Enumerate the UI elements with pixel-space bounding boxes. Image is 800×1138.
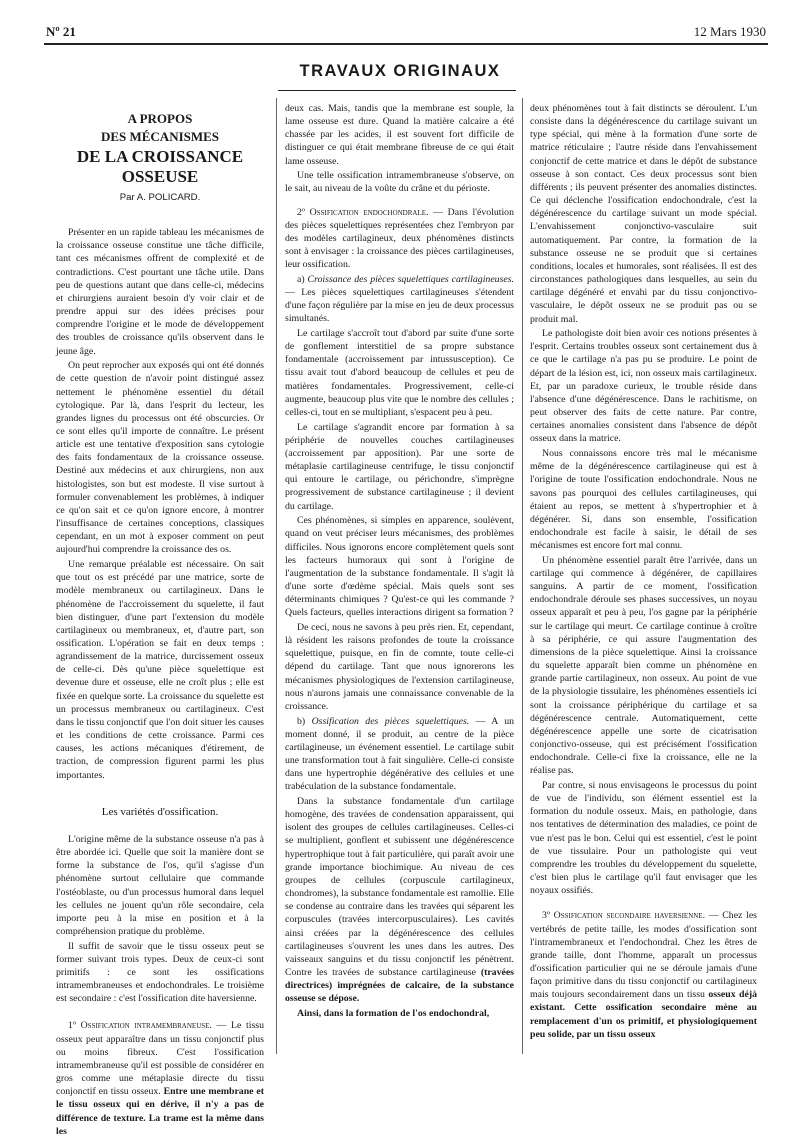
paragraph	[56, 1019, 264, 1137]
column-divider	[522, 98, 523, 1054]
paragraph-text: — Chez les vertébrés de petite taille, les modes d'ossification sont l'intramembraneux et l'endochondral. Chez les êtres de grande taille, dont l'homme, apparaît un processus d'ossification particulier qui ne se déroule jamais d'une façon primitive dans du tissu conjonctif ou cartilagineux mais toujours secondairement dans un tissu	[530, 910, 757, 1001]
paragraph: deux phénomènes tout à fait distincts se déroulent. L'un consiste dans la dégénérescence du cartilage suivant un type spécial, qui mène à la formation d'une sorte de matrice réticulaire ; l'autre réside dans l'envahissement conjonctif de cette matrice et dans le dépôt de substance osseuse à son contact. Ces deux processus sont bien différents ; ils peuvent présenter des anomalies distinctes. Ce qui déclenche l'ossification endochondrale, c'est la dégénérescence du cartilage suivant un mode spécial. L'envahissement conjonctivo-vasculaire suit automatiquement. Par contre, la formation de la substance osseuse ne se produit que si certaines conditions, locales et humorales, sont réalisées. Il est des circonstances pathologiques dans lesquelles, au sein du cartilage dégénéré et envahi par du tissu conjonctivo-vasculaire, le dépôt osseux ne se produit pas ou se produit mal.	[530, 103, 757, 325]
column-3	[530, 102, 757, 1041]
article-title-line-2: DES MÉCANISMES	[100, 129, 220, 144]
paragraph	[285, 273, 514, 326]
header-rule	[44, 43, 768, 45]
paragraph-lead: b)	[297, 715, 312, 727]
paragraph: Il suffit de savoir que le tissu osseux peut se former suivant trois types. Deux de ceux-ci sont primitifs : ce sont les ossifications intramembraneuses et endochondrales. Le troisième est secondaire : c'est l'ossification dite haversienne.	[56, 940, 264, 1005]
paragraph-text: Dans la substance fondamentale d'un cartilage homogène, des travées de condensation apparaissent, qui isolent des groupes de cellules cartilagineuses. Celles-ci se multiplient, gonflent et subissent une dégénérescence hypertrophique tout à fait particulière, qui paraît avoir une grande importance biochimique. Au niveau de ces groupes de cellules (corpuscule cartilagineux, chondromes), la substance fondamentale est ramollie. Elle se condense au contraire dans les travées qui séparent les corpuscules (travées intercorpusculaires). Les cavités ainsi créées par la dégénérescence des cellules cartilagineuses s'ouvrent les unes dans les autres. Des vaisseaux sanguins et du tissu conjonctif les pénètrent. Contre les travées de substance cartilagineuse	[285, 795, 514, 978]
paragraph: Présenter en un rapide tableau les mécanismes de la croissance osseuse constitue une tâche difficile, tant ces mécanismes offrent de complexité et de contradictions. C'est pourtant une tâche utile. Dans peu de questions autant que dans celle-ci, médecins et chirurgiens auraient besoin d'y voir clair et de prendre appui sur des idées précises pour comprendre l'origine et le mode de développement des troubles de croissance qu'ils observent dans le jeune âge.	[56, 227, 264, 357]
paragraph: Ainsi, dans la formation de l'os endochondral,	[297, 1007, 490, 1019]
paragraph: Une remarque préalable est nécessaire. On sait que tout os est précédé par une matrice, sorte de modèle membraneux ou cartilagineux. Dans le phénomène de l'accroissement du squelette, il faut bien distinguer, d'une part l'extension du modèle cartilagineux ou membraneux, et, d'autre part, son ossification. L'opération se fait en deux temps : agrandissement de la matrice, durcissement osseux de celle-ci. Dès qu'une pièce squelettique est devenue dure et osseuse, elle ne croît plus ; elle est fixée en quelque sorte. La croissance du squelette est un processus membraneux ou cartilagineux. C'est dans le tissu conjonctif que l'on doit situer les causes et les conditions de cette croissance. Parmi ces causes, les actions mécaniques d'étirement, de traction, de compression figurent parmi les plus importantes.	[56, 559, 264, 781]
paragraph: Le pathologiste doit bien avoir ces notions présentes à l'esprit. Certains troubles osseux sont certainement dus à ce que le cartilage n'a pas pu se produire. Le point de départ de la lésion est, ici, non osseux mais cartilagineux. Et, par un paradoxe curieux, le trouble réside dans l'absence d'une dégénérescence. Dans le rachitisme, on peut observer des faits de cette nature. Par contre, certaines anomalies consistent dans l'absence de dépôt osseux dans la matrice.	[530, 328, 757, 445]
paragraph: Le cartilage s'agrandit encore par formation à sa périphérie de nouvelles couches cartilagineuses (accroissement par apposition). Par une sorte de métaplasie cartilagineuse centrifuge, le tissu conjonctif qui entoure le cartilage, ou périchondre, s'imprègne progressivement de substance cartilagineuse ; il devient du cartilage.	[285, 421, 514, 512]
paragraph-text: — Les pièces squelettiques cartilagineuses s'étendent d'une façon régulière par la mise en jeu de deux processus simultanés.	[285, 287, 514, 325]
article-title-line-3: DE LA CROISSANCE OSSEUSE	[76, 147, 244, 186]
paragraph-lead: 2º Ossification endochondrale.	[297, 206, 429, 218]
paragraph-text: — A un moment donné, il se produit, au centre de la pièce cartilagineuse, un événement essentiel. Le cartilage subit une transformation tout à fait singulière. Celle-ci consiste dans une hypertrophie dégénérative des cellules et une trabéculation de la substance fondamentale.	[285, 715, 514, 793]
paragraph: Une telle ossification intramembraneuse s'observe, on le sait, au niveau de la voûte du crâne et du périoste.	[285, 170, 514, 195]
paragraph	[285, 715, 514, 794]
column-2	[285, 102, 514, 1020]
paragraph: Le cartilage s'accroît tout d'abord par suite d'une sorte de gonflement interstitiel de sa propre substance fondamentale (accroissement par intussusception). Ce tissu avait tout d'abord beaucoup de cellules et peu de matières fondamentales. Progressivement, celle-ci augmente, beaucoup plus vite que le nombre des cellules ; celles-ci, tout en se multipliant, s'espacent peu à peu.	[285, 328, 514, 418]
column-divider	[276, 98, 277, 1054]
subheading: Les variétés d'ossification.	[101, 805, 219, 818]
paragraph-bold-text: Entre une membrane et le tissu osseux qui en dérive, il n'y a pas de différence de texture. La trame est la même dans les	[56, 1086, 264, 1137]
paragraph: Par contre, si nous envisageons le processus du point de vue de l'individu, son élément essentiel est la formation du nodule osseux. Mais, en pathologie, dans nos tentatives de détermination des maladies, ce point de vue n'est pas le bon. Celui qui est essentiel, c'est le point de vue tissulaire. Pour un pathologiste qui veut comprendre les troubles du développement du squelette, c'est bien plus le cartilage qu'il faut envisager que les noyaux ossifiés.	[530, 779, 757, 897]
paragraph-lead: 1º Ossification intramembraneuse.	[68, 1020, 212, 1032]
paragraph-italic-text: Croissance des pièces squelettiques cartilagineuses.	[307, 273, 514, 285]
paragraph: Ces phénomènes, si simples en apparence, soulèvent, quand on veut préciser leurs mécanismes, des problèmes difficiles. Nous ignorons encore complètement quels sont les facteurs humoraux qui sont à l'origine de l'augmentation de la substance fondamentale. Il s'agit là d'une sorte d'œdème spécial. Mais quels sont ses déterminants chimiques ? Qu'est-ce qui les commande ? Quels facteurs, quelles interactions dirigent sa formation ?	[285, 515, 514, 619]
article-title-line-1: A PROPOS	[127, 111, 193, 126]
paragraph: deux cas. Mais, tandis que la membrane est souple, la lame osseuse est dure. Quand la matière calcaire a été chassée par les acides, il est souvent fort difficile de distinguer ce qui était membrane fibreuse de ce qui était lame osseuse.	[285, 103, 514, 167]
column-1	[56, 108, 264, 1138]
paragraph: L'origine même de la substance osseuse n'a pas à être abordée ici. Quelle que soit la manière dont se forme la substance de l'os, qu'il s'agisse d'un phénomène surtout cellulaire que commande l'ostéoblaste, ou d'un processus humoral dans lequel les cellules ne jouent qu'un rôle secondaire, cela importe peu à la mise en position et à la compréhension pratique du problème.	[56, 833, 264, 937]
issue-number: Nº 21	[46, 24, 76, 39]
paragraph-italic-text: Ossification des pièces squelettiques.	[311, 715, 470, 727]
paragraph: Un phénomène essentiel paraît être l'arrivée, dans un cartilage qui commence à dégénérer, de capillaires sanguins. A partir de ce moment, l'ossification endochondrale déroule ses phases successives, un noyau osseux apparaît et peu à peu, l'os gagne par la périphérie sur le cartilage qui meurt. Ce cartilage continue à croître à sa périphérie, ce qui assure l'augmentation des dimensions de la pièce squelettique. Ainsi la croissance du squelette apparaît bien comme un phénomène en grande partie cartilagineux, non osseux. Au point de vue de la physiologie tissulaire, les phénomènes essentiels ici sont la croissance périphérique du cartilage et sa dégénérescence centrale. Automatiquement, cette dégénérescence appelle une sorte de cicatrisation conjonctivo-osseuse, qui est précisément l'ossification endochondrale. Celle-ci fixe la croissance, elle ne la réalise pas.	[530, 554, 757, 777]
section-title: TRAVAUX ORIGINAUX	[299, 62, 501, 80]
section-title-rule	[278, 90, 516, 91]
paragraph-bold-text: osseux déjà existant. Cette ossification secondaire mène au remplacement d'un os primitif, et physiologiquement peu solide, par un tissu osseux	[530, 989, 757, 1040]
paragraph: Nous connaissons encore très mal le mécanisme même de la dégénérescence cartilagineuse qui est à l'origine de toute l'ossification endochondrale. Nous ne savons pas pourquoi des cellules cartilagineuses, qui étaient au repos, se mettent à s'hypertrophier et à dégénérer. Si, dans son ensemble, l'ossification endochondrale est facile à saisir, le détail de ses mécanismes est encore fort mal connu.	[530, 448, 757, 552]
paragraph-lead: a)	[297, 273, 308, 285]
paragraph: De ceci, nous ne savons à peu près rien. Et, cependant, là résident les raisons profondes de toute la croissance squelettique, puisque, en fin de comnte, toute celle-ci dépend du cartilage. Tant que nous ignorerons les mécanismes physiologiques de l'extension cartilagineuse, nous n'aurons jamais une connaissance convenable de la croissance.	[285, 621, 514, 712]
byline: Par A. POLICARD.	[119, 192, 201, 203]
paragraph: On peut reprocher aux exposés qui ont été donnés de cette question de n'avoir point distingué assez nettement le phénomène essentiel du détail cytologique. Par là, dans l'esprit du lecteur, les grandes lignes du processus ont été obscurcies. Or ce sont elles qu'il importe de connaître. Le présent article est une tentative d'exposition sans cytologie des faits fondamentaux de la croissance osseuse. Destiné aux médecins et aux chirurgiens, non aux histologistes, son but est modeste. Il vise surtout à formuler convenablement les problèmes, à indiquer ce qu'on sait et ce qu'on ignore encore, à montrer l'insuffisance de certaines conceptions, classiques cependant, en un mot à exposer comment on peut aujourd'hui comprendre la croissance des os.	[56, 360, 264, 556]
paragraph-lead: 3º Ossification secondaire haversienne.	[542, 910, 706, 922]
issue-date: 12 Mars 1930	[693, 24, 766, 39]
paragraph	[285, 795, 514, 1006]
paragraph	[285, 206, 514, 272]
paragraph-bold-text: (travées directrices) imprégnées de calcaire, de la substance osseuse se dépose.	[285, 967, 514, 1005]
paragraph	[530, 909, 757, 1041]
paragraph-text: — Le tissu osseux peut apparaître dans un tissu conjonctif plus ou moins fibreux. C'est l'ossification intramembraneuse qu'il est possible de considérer en gros comme une métaplasie directe du tissu conjonctif en tissu osseux.	[56, 1020, 264, 1098]
paragraph-text: — Dans l'évolution des pièces squelettiques représentées chez l'embryon par des modèles cartilagineux, deux phénomènes distincts sont à envisager : la croissance des pièces cartilagineuses, leur ossification.	[285, 206, 514, 271]
